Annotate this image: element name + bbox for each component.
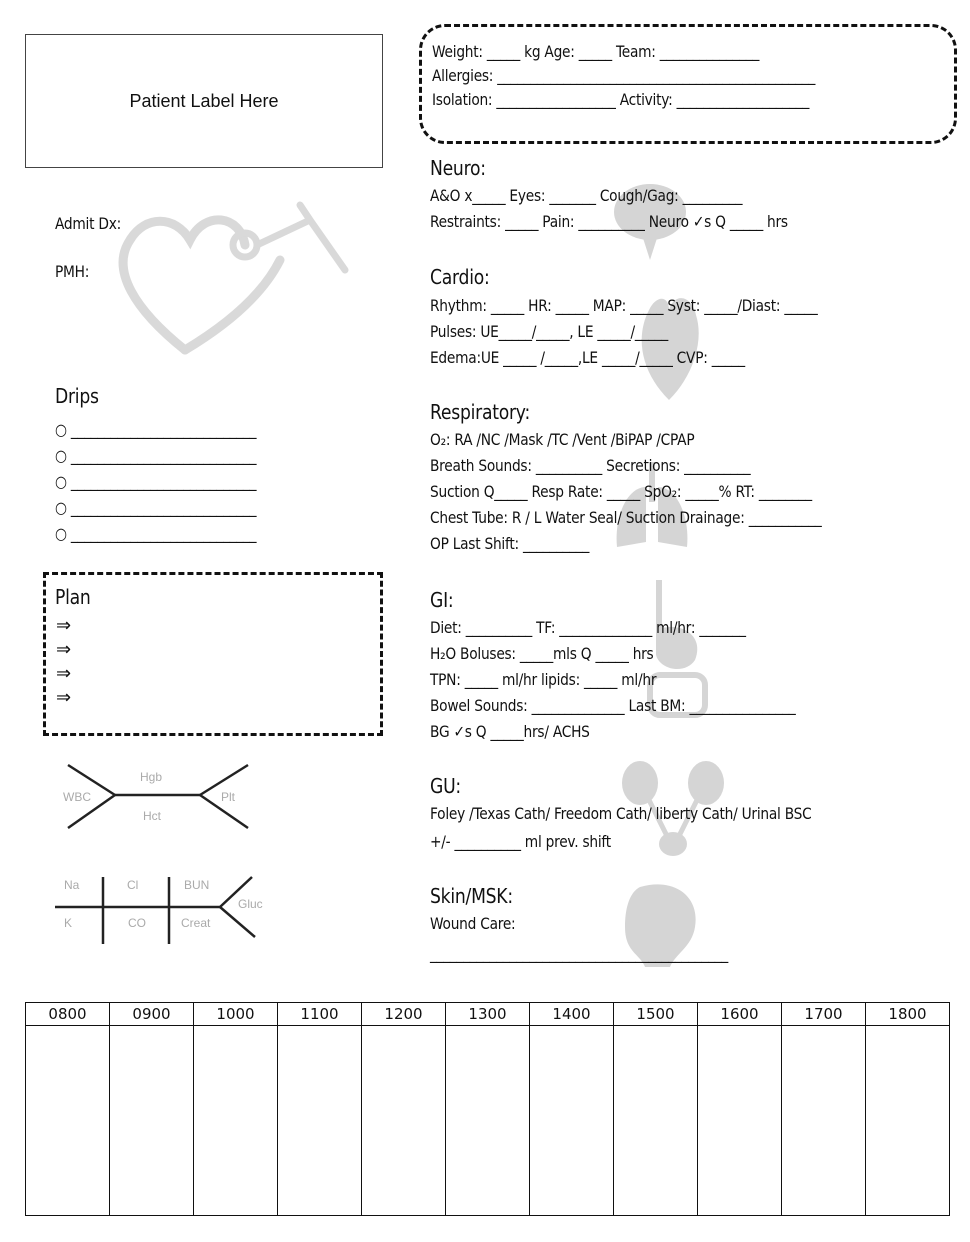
neuro-line-2: Restraints: _____ Pain: __________ Neuro ✓s Q _____ hrs — [430, 212, 788, 231]
skin-msk-title: Skin/MSK: — [430, 884, 513, 908]
resp-line-4: Chest Tube: R / L Water Seal/ Suction Drainage: ___________ — [430, 508, 822, 527]
drip-line-4: ○ ____________________________ — [55, 498, 257, 517]
resp-line-2: Breath Sounds: __________ Secretions: __________ — [430, 456, 751, 475]
bmp-cl: Cl — [127, 878, 139, 892]
time-cell — [362, 1026, 446, 1216]
bmp-bun: BUN — [184, 878, 210, 892]
patient-label-text: Patient Label Here — [129, 90, 279, 111]
bmp-creat: Creat — [181, 916, 211, 930]
cbc-hct: Hct — [143, 809, 161, 823]
cbc-wbc: WBC — [63, 790, 91, 804]
time-cell — [614, 1026, 698, 1216]
gi-line-2: H₂O Boluses: _____mls Q _____ hrs — [430, 644, 654, 663]
header-line-isolation: Isolation: __________________ Activity: ____________________ — [432, 90, 810, 109]
bmp-gluc: Gluc — [238, 897, 263, 911]
bmp-fishbone-diagram — [55, 872, 265, 947]
time-cell — [782, 1026, 866, 1216]
pmh-label: PMH: — [55, 262, 90, 281]
time-header-1400: 1400 — [530, 1003, 614, 1026]
time-cell — [110, 1026, 194, 1216]
bmp-k: K — [64, 916, 73, 930]
time-cell — [26, 1026, 110, 1216]
drip-line-2: ○ ____________________________ — [55, 446, 257, 465]
time-header-1800: 1800 — [866, 1003, 950, 1026]
plan-item-2: ⇒ — [56, 639, 72, 660]
drip-line-3: ○ ____________________________ — [55, 472, 257, 491]
header-line-weight: Weight: _____ kg Age: _____ Team: _______________ — [432, 42, 760, 61]
admit-dx-label: Admit Dx: — [55, 214, 121, 233]
gu-line-1: Foley /Texas Cath/ Freedom Cath/ liberty Cath/ Urinal BSC — [430, 804, 812, 823]
time-header-0900: 0900 — [110, 1003, 194, 1026]
header-line-allergies: Allergies: ________________________________________________ — [432, 66, 816, 85]
gi-title: GI: — [430, 588, 454, 612]
neuro-line-1: A&O x_____ Eyes: _______ Cough/Gag: _________ — [430, 186, 743, 205]
time-header-1600: 1600 — [698, 1003, 782, 1026]
time-cell — [446, 1026, 530, 1216]
bmp-na: Na — [64, 878, 80, 892]
plan-item-1: ⇒ — [56, 615, 72, 636]
time-header-1700: 1700 — [782, 1003, 866, 1026]
drip-line-5: ○ ____________________________ — [55, 524, 257, 543]
gi-line-4: Bowel Sounds: ______________ Last BM: ________________ — [430, 696, 796, 715]
bmp-co: CO — [128, 916, 146, 930]
time-cell — [194, 1026, 278, 1216]
wound-care-label: Wound Care: — [430, 914, 516, 933]
time-cell — [698, 1026, 782, 1216]
respiratory-title: Respiratory: — [430, 400, 531, 424]
gi-line-5: BG ✓s Q _____hrs/ ACHS — [430, 722, 590, 741]
plan-item-4: ⇒ — [56, 687, 72, 708]
time-header-1000: 1000 — [194, 1003, 278, 1026]
resp-line-1: O₂: RA /NC /Mask /TC /Vent /BiPAP /CPAP — [430, 430, 695, 449]
time-header-0800: 0800 — [26, 1003, 110, 1026]
drip-line-1: ○ ____________________________ — [55, 420, 257, 439]
cardio-line-1: Rhythm: _____ HR: _____ MAP: _____ Syst: _____/Diast: _____ — [430, 296, 818, 315]
time-header-1300: 1300 — [446, 1003, 530, 1026]
time-header-1500: 1500 — [614, 1003, 698, 1026]
gu-line-2: +/- __________ ml prev. shift — [430, 832, 611, 851]
time-cell — [866, 1026, 950, 1216]
wound-care-line: _____________________________________________ — [430, 944, 729, 963]
plan-box — [43, 572, 383, 736]
time-header-1100: 1100 — [278, 1003, 362, 1026]
cardio-line-2: Pulses: UE_____/_____, LE _____/_____ — [430, 322, 668, 341]
cardio-title: Cardio: — [430, 265, 490, 289]
gi-line-3: TPN: _____ ml/hr lipids: _____ ml/hr — [430, 670, 657, 689]
gu-title: GU: — [430, 774, 461, 798]
heart-stethoscope-icon — [115, 200, 355, 360]
resp-line-3: Suction Q_____ Resp Rate: _____ SpO₂: _____% RT: ________ — [430, 482, 812, 501]
hourly-time-grid — [25, 1002, 950, 1216]
plan-item-3: ⇒ — [56, 663, 72, 684]
time-header-1200: 1200 — [362, 1003, 446, 1026]
time-cell — [530, 1026, 614, 1216]
resp-line-5: OP Last Shift: __________ — [430, 534, 590, 553]
cbc-hgb: Hgb — [140, 770, 163, 784]
drips-title: Drips — [55, 384, 99, 408]
cardio-line-3: Edema:UE _____ /_____,LE _____/_____ CVP: _____ — [430, 348, 745, 367]
gi-line-1: Diet: __________ TF: ______________ ml/hr: _______ — [430, 618, 746, 637]
patient-label-box — [25, 34, 383, 168]
cbc-plt: Plt — [221, 790, 236, 804]
plan-title: Plan — [55, 585, 91, 609]
time-cell — [278, 1026, 362, 1216]
neuro-title: Neuro: — [430, 156, 486, 180]
